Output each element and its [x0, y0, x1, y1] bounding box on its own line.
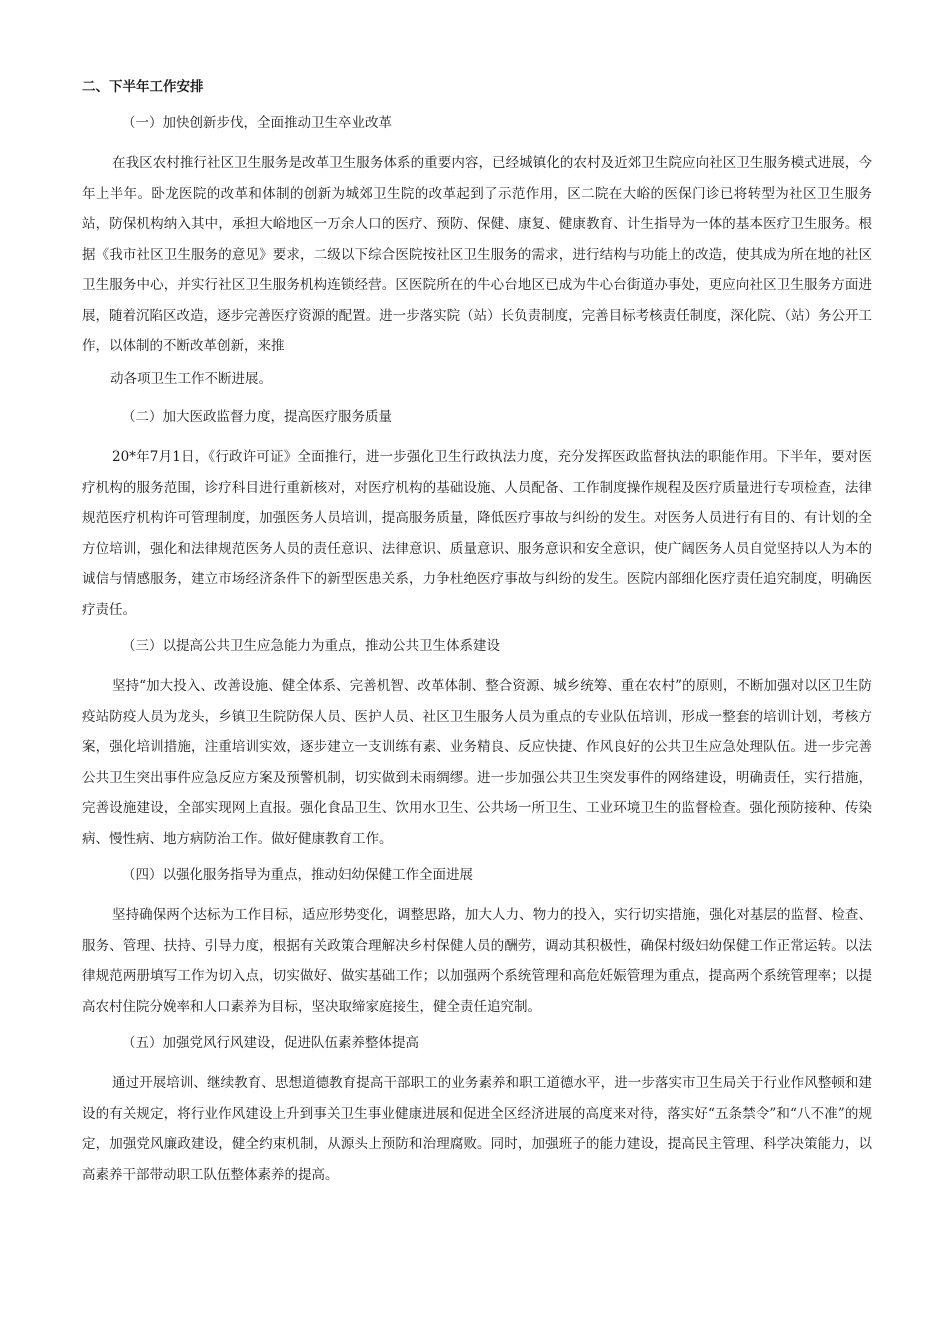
document-page	[82, 76, 872, 1200]
subsection-title-1: （一）加快创新步伐，全面推动卫生卒业改革	[122, 115, 392, 131]
subsection-title-5: （五）加强党风行风建设，促进队伍素养整体提高	[122, 1035, 419, 1051]
paragraph-2: 20*年7月1日，《行政许可证》全面推行，进一步强化卫生行政执法力度，充分发挥医政监督执法的职能作用。下半年，要对医疗机构的服务范围，诊疗科目进行重新核对，对医疗机构的基础设施、人员配备、工作制度操作规程及医疗质量进行专项检查，法律规范医疗机构许可管理制度，加强医务人员培训，提高服务质量，降低医疗事故与纠纷的发生。对医务人员进行有目的、有计划的全方位培训，强化和法律规范医务人员的责任意识、法律意识、质量意识、服务意识和安全意识，使广阔医务人员自觉坚持以人为本的诚信与情感服务，建立市场经济条件下的新型医患关系，力争杜绝医疗事故与纠纷的发生。医院内部细化医疗责任追究制度，明确医疗责任。	[82, 449, 872, 618]
section-heading: 二、下半年工作安排	[82, 79, 204, 95]
paragraph-4: 坚持确保两个达标为工作目标，适应形势变化，调整思路，加大人力、物力的投入，实行切实措施，强化对基层的监督、检查、服务、管理、扶持、引导力度，根据有关政策合理解决乡村保健人员的酬劳，调动其积极性，确保村级妇幼保健工作正常运转。以法律规范两册填写工作为切入点，切实做好、做实基础工作；以加强两个系统管理和高危妊娠管理为重点，提高两个系统管理率；以提高农村住院分娩率和人口素养为目标，坚决取缔家庭接生，健全责任追究制。	[82, 907, 872, 1015]
subsection-title-4: （四）以强化服务指导为重点，推动妇幼保健工作全面进展	[122, 867, 473, 883]
paragraph-1: 在我区农村推行社区卫生服务是改革卫生服务体系的重要内容，已经城镇化的农村及近郊卫生院应向社区卫生服务模式进展，今年上半年。卧龙医院的改革和体制的创新为城郊卫生院的改革起到了示范作用，区二院在大峪的医保门诊已将转型为社区卫生服务站，防保机构纳入其中，承担大峪地区一万余人口的医疗、预防、保健、康复、健康教育、计生指导为一体的基本医疗卫生服务。根据《我市社区卫生服务的意见》要求，二级以下综合医院按社区卫生服务的需求，进行结构与功能上的改造，使其成为所在地的社区卫生服务中心，并实行社区卫生服务机构连锁经营。区医院所在的牛心台地区已成为牛心台街道办事处，更应向社区卫生服务方面进展，随着沉陷区改造，逐步完善医疗资源的配置。进一步落实院（站）长负责制度，完善目标考核责任制度，深化院、（站）务公开工作，以体制的不断改革创新，来推	[82, 155, 872, 354]
paragraph-3: 坚持“加大投入、改善设施、健全体系、完善机智、改革体制、整合资源、城乡统筹、重在农村”的原则，不断加强对以区卫生防疫站防疫人员为龙头，乡镇卫生院防保人员、医护人员、社区卫生服务人员为重点的专业队伍培训，形成一整套的培训计划，考核方案，强化培训措施，注重培训实效，逐步建立一支训练有素、业务精良、反应快捷、作风良好的公共卫生应急处理队伍。进一步完善公共卫生突出事件应急反应方案及预警机制，切实做到未雨绸缪。进一步加强公共卫生突发事件的网络建设，明确责任，实行措施，完善设施建设，全部实现网上直报。强化食品卫生、饮用水卫生、公共场一所卫生、工业环境卫生的监督检查。强化预防接种、传染病、慢性病、地方病防治工作。做好健康教育工作。	[82, 678, 872, 847]
paragraph-1-continuation: 动各项卫生工作不断进展。	[110, 370, 272, 387]
subsection-title-3: （三）以提高公共卫生应急能力为重点，推动公共卫生体系建设	[122, 638, 500, 654]
paragraph-5: 通过开展培训、继续教育、思想道德教育提高干部职工的业务素养和职工道德水平，进一步落实市卫生局关于行业作风整顿和建设的有关规定，将行业作风建设上升到事关卫生事业健康进展和促进全区经济进展的高度来对待，落实好“五条禁令”和“八不准”的规定，加强党风廉政建设，健全约束机制，从源头上预防和治理腐败。同时，加强班子的能力建设，提高民主管理、科学决策能力，以高素养干部带动职工队伍整体素养的提高。	[82, 1075, 872, 1183]
subsection-title-2: （二）加大医政监督力度，提高医疗服务质量	[122, 409, 392, 425]
